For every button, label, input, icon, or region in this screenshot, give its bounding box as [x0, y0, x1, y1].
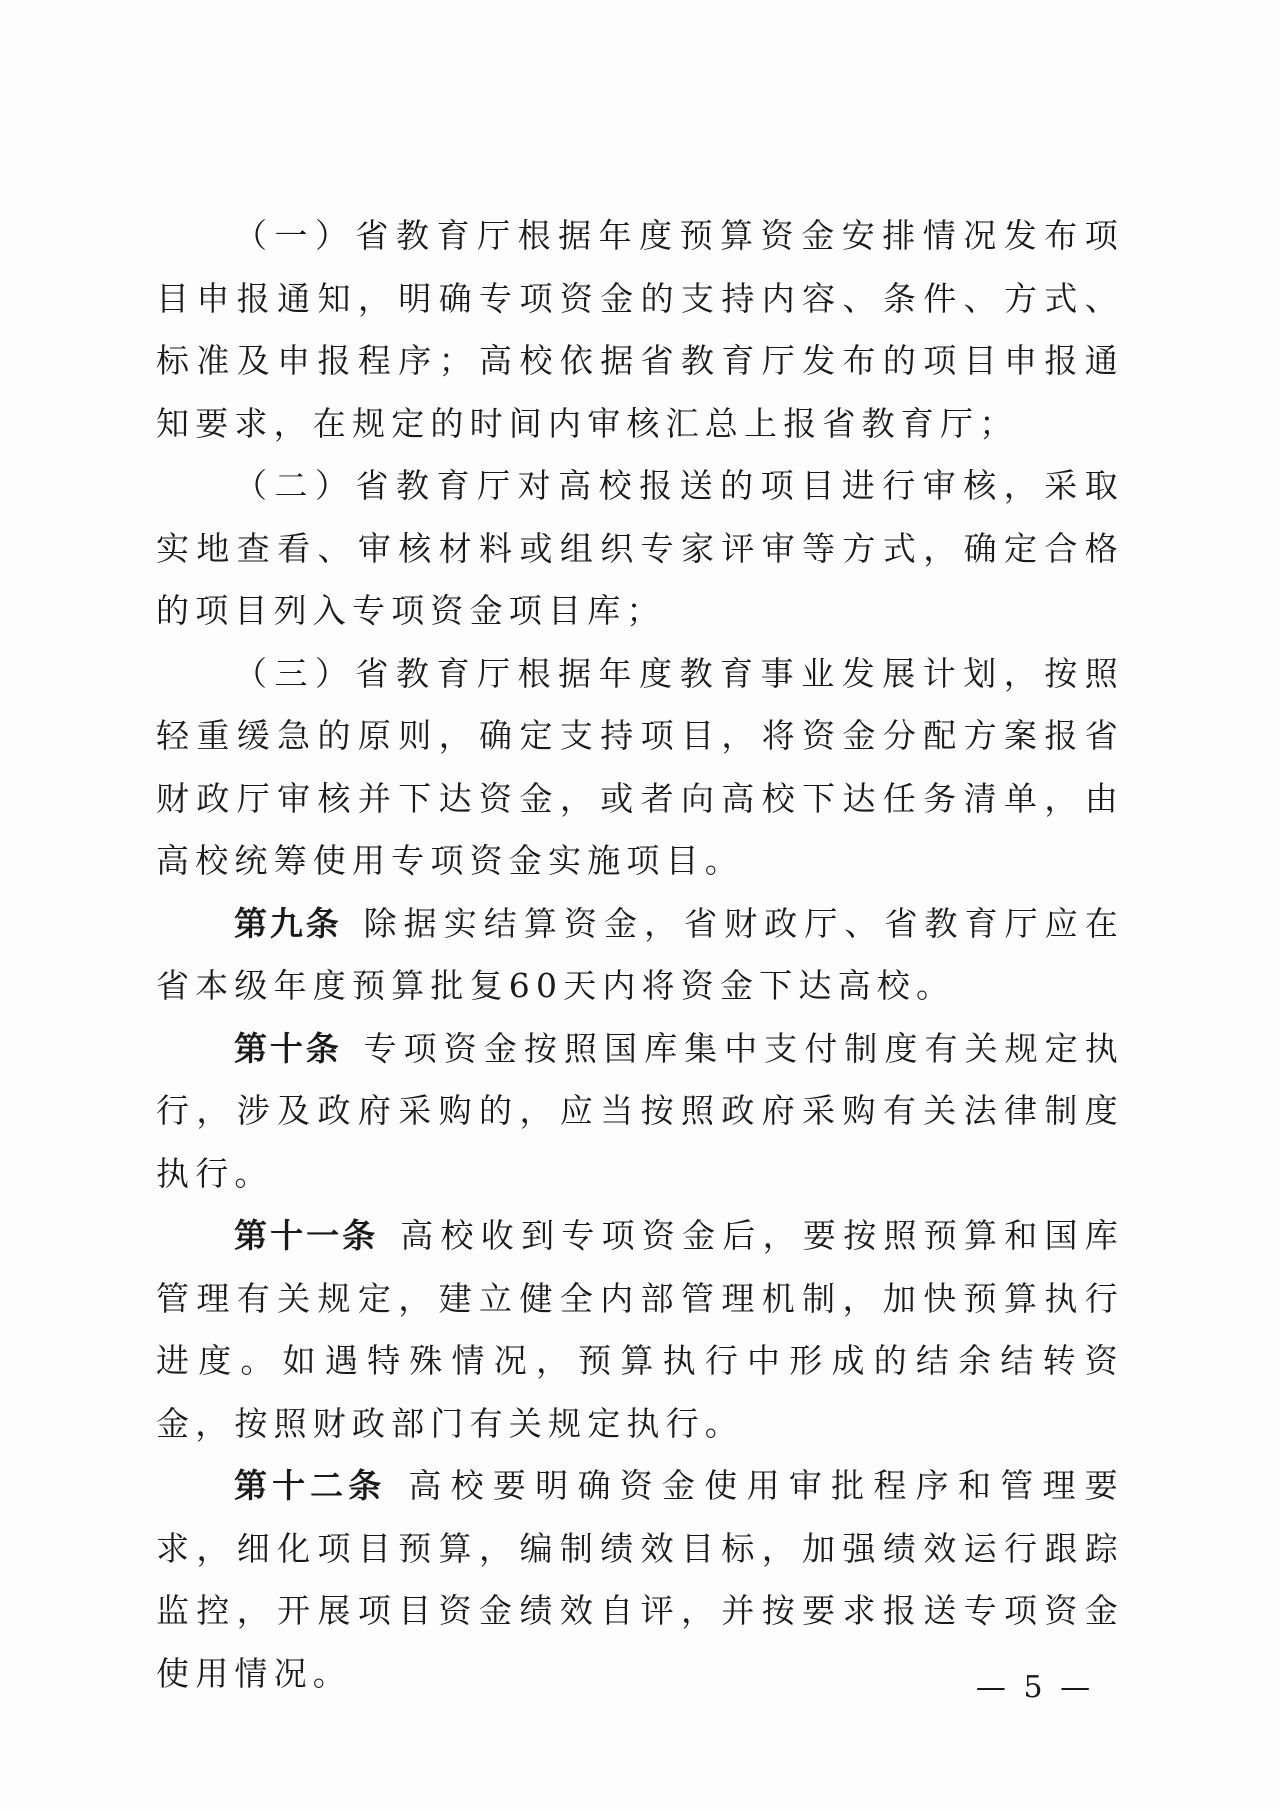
article-text: 除据实结算资金，省财政厅、省教育厅应在省本级年度预算批复60天内将资金下达高校。: [156, 903, 1124, 1005]
paragraph-item-1: [156, 205, 1124, 455]
paragraph-item-3: [156, 643, 1124, 893]
paragraph-text: （一）省教育厅根据年度预算资金安排情况发布项目申报通知，明确专项资金的支持内容、条件、方式、标准及申报程序；高校依据省教育厅发布的项目申报通知要求，在规定的时间内审核汇总上报省教育厅；: [156, 216, 1124, 443]
article-text: 高校收到专项资金后，要按照预算和国库管理有关规定，建立健全内部管理机制，加快预算执行进度。如遇特殊情况，预算执行中形成的结余结转资金，按照财政部门有关规定执行。: [156, 1216, 1124, 1443]
article-12: [156, 1455, 1124, 1705]
article-11: [156, 1205, 1124, 1455]
article-heading: 第十二条: [234, 1466, 387, 1505]
article-text: 高校要明确资金使用审批程序和管理要求，细化项目预算，编制绩效目标，加强绩效运行跟踪监控，开展项目资金绩效自评，并按要求报送专项资金使用情况。: [156, 1466, 1125, 1693]
document-body: [156, 205, 1124, 1705]
paragraph-text: （二）省教育厅对高校报送的项目进行审核，采取实地查看、审核材料或组织专家评审等方式，确定合格的项目列入专项资金项目库；: [156, 466, 1124, 630]
page-number: — 5 —: [975, 1670, 1095, 1705]
paragraph-text: （三）省教育厅根据年度教育事业发展计划，按照轻重缓急的原则，确定支持项目，将资金分配方案报省财政厅审核并下达资金，或者向高校下达任务清单，由高校统筹使用专项资金实施项目。: [156, 653, 1124, 880]
article-heading: 第十一条: [234, 1216, 379, 1255]
article-10: [156, 1018, 1124, 1206]
article-heading: 第九条: [234, 903, 342, 943]
article-text: 专项资金按照国库集中支付制度有关规定执行，涉及政府采购的，应当按照政府采购有关法律制度执行。: [156, 1028, 1124, 1193]
article-heading: 第十条: [234, 1028, 342, 1068]
paragraph-item-2: [156, 455, 1124, 643]
article-9: [156, 893, 1124, 1018]
